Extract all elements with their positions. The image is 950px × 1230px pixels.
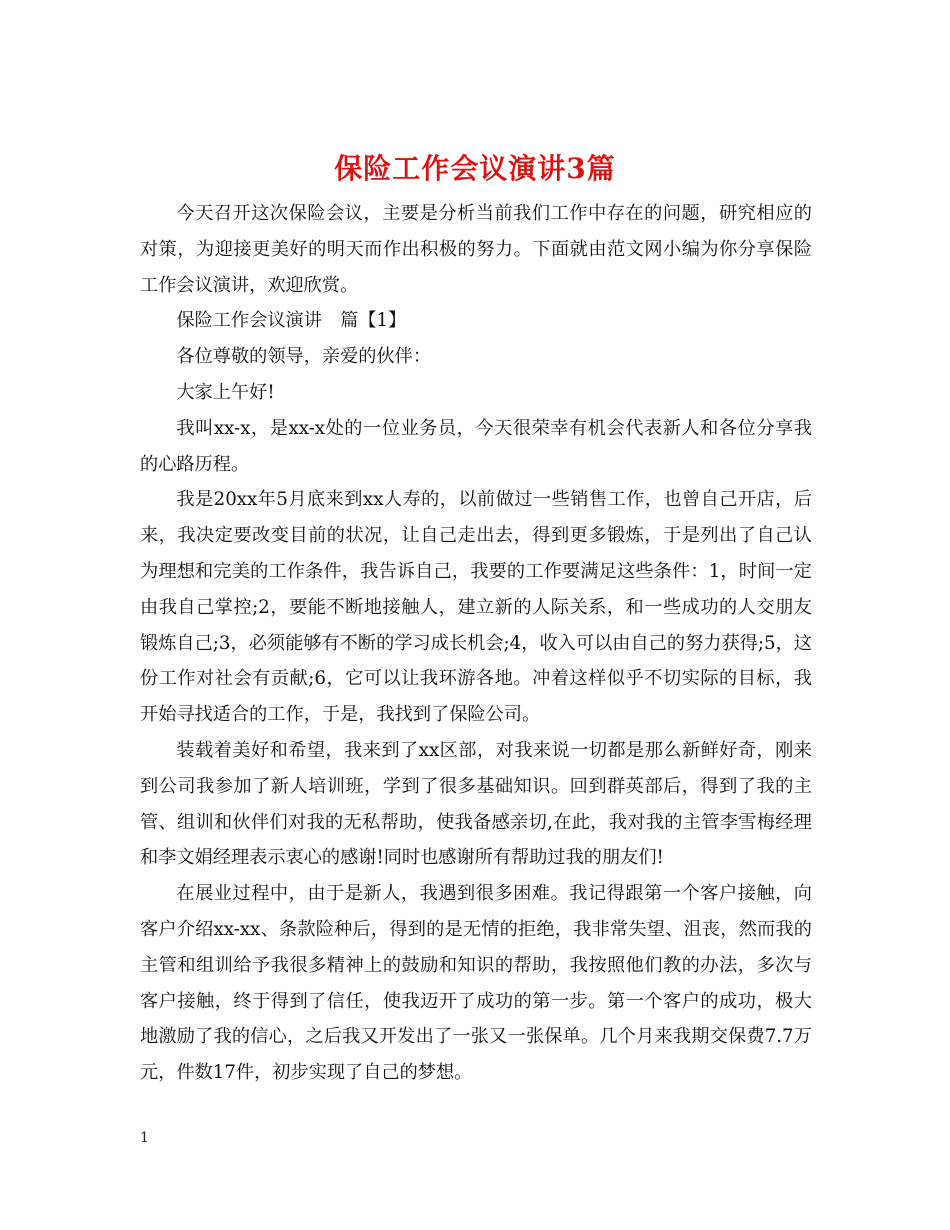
- body-paragraph: 在展业过程中，由于是新人，我遇到很多困难。我记得跟第一个客户接触，向客户介绍xx-xx、条款险种后，得到的是无情的拒绝，我非常失望、沮丧，然而我的主管和组训给予我很多精神上的鼓励和知识的帮助，我按照他们教的办法，多次与客户接触，终于得到了信任，使我迈开了成功的第一步。第一个客户的成功，极大地激励了我的信心，之后我又开发出了一张又一张保单。几个月来我期交保费7.7万元，件数17件，初步实现了自己的梦想。: [140, 883, 812, 1084]
- body-paragraph: 今天召开这次保险会议，主要是分析当前我们工作中存在的问题，研究相应的对策，为迎接更美好的明天而作出积极的努力。下面就由范文网小编为你分享保险工作会议演讲，欢迎欣赏。: [140, 203, 812, 296]
- page-number: 1: [140, 1130, 149, 1146]
- body-paragraph: 我是20xx年5月底来到xx人寿的，以前做过一些销售工作，也曾自己开店，后来，我决定要改变目前的状况，让自己走出去，得到更多锻炼，于是列出了自己认为理想和完美的工作条件，我告诉自己，我要的工作要满足这些条件：1，时间一定由我自己掌控;2，要能不断地接触人，建立新的人际关系，和一些成功的人交朋友锻炼自己;3，必须能够有不断的学习成长机会;4，收入可以由自己的努力获得;5，这份工作对社会有贡献;6，它可以让我环游各地。冲着这样似乎不切实际的目标，我开始寻找适合的工作，于是，我找到了保险公司。: [140, 489, 812, 726]
- greeting: 大家上午好!: [176, 381, 275, 403]
- document-body: [140, 196, 812, 1091]
- section-heading: 保险工作会议演讲 篇【1】: [176, 310, 407, 332]
- body-paragraph: 我叫xx-x，是xx-x处的一位业务员，今天很荣幸有机会代表新人和各位分享我的心路历程。: [140, 417, 812, 475]
- body-paragraph: 装载着美好和希望，我来到了xx区部，对我来说一切都是那么新鲜好奇，刚来到公司我参加了新人培训班，学到了很多基础知识。回到群英部后，得到了我的主管、组训和伙伴们对我的无私帮助，使我备感亲切,在此，我对我的主管李雪梅经理和李文娟经理表示衷心的感谢!同时也感谢所有帮助过我的朋友们!: [140, 739, 812, 869]
- salutation: 各位尊敬的领导，亲爱的伙伴：: [176, 346, 432, 368]
- document-title: 保险工作会议演讲3篇: [334, 151, 616, 185]
